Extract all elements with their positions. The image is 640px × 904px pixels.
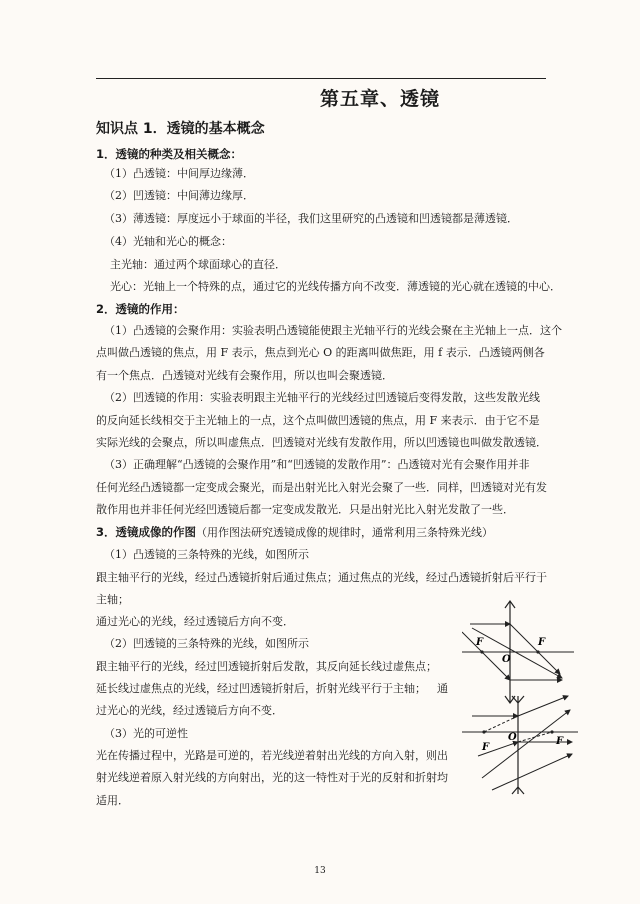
text-line: 主轴； [96, 593, 129, 606]
text-line: 光在传播过程中，光路是可逆的，若光线逆着射出光线的方向入射，则出 [96, 749, 448, 762]
subheading-2: 2．透镜的作用： [96, 302, 185, 316]
text-line: 的反向延长线相交于主光轴上的一点，这个点叫做凹透镜的焦点，用 F 来表示．由于它不是 [96, 414, 540, 427]
text-line: 主光轴：通过两个球面球心的直径． [110, 258, 286, 271]
text-line: 通 [437, 682, 448, 695]
text-line: （2）凹透镜：中间薄边缘厚． [104, 189, 254, 202]
chapter-title: 第五章、透镜 [319, 88, 440, 110]
text-line: 跟主轴平行的光线，经过凸透镜折射后通过焦点；通过焦点的光线，经过凸透镜折射后平行于 [96, 571, 547, 584]
subheading-3: 3．透镜成像的作图（用作图法研究透镜成像的规律时，通常利用三条特殊光线） [96, 525, 494, 539]
text-line: （3）光的可逆性 [104, 727, 188, 740]
page-number: 13 [314, 866, 326, 876]
text-line: 适用． [96, 794, 129, 807]
text-line: 散作用也并非任何光经凹透镜后都一定变成发散光．只是出射光比入射光发散了一些． [96, 503, 514, 516]
text-line: 过光心的光线，经过透镜后方向不变． [96, 704, 283, 717]
focus-label: F [476, 637, 484, 648]
text-line: 通过光心的光线，经过透镜后方向不变． [96, 615, 294, 628]
focus-label: F [556, 736, 564, 747]
header-rule [96, 78, 546, 79]
convex-lens-diagram [462, 598, 574, 706]
optical-center-label: O [508, 732, 517, 743]
text-line: （3）薄透镜：厚度远小于球面的半径，我们这里研究的凸透镜和凹透镜都是薄透镜． [104, 212, 518, 225]
text-line: 实际光线的会聚点，所以叫虚焦点．凹透镜对光线有发散作用，所以凹透镜也叫做发散透镜． [96, 436, 547, 449]
text-line: 光心：光轴上一个特殊的点，通过它的光线传播方向不改变．薄透镜的光心就在透镜的中心． [110, 280, 561, 293]
text-line: （1）凸透镜：中间厚边缘薄． [104, 167, 254, 180]
subheading-1: 1．透镜的种类及相关概念： [96, 147, 243, 161]
focus-label: F [482, 742, 490, 753]
text-line: 延长线过虚焦点的光线，经过凹透镜折射后，折射光线平行于主轴； [96, 682, 426, 695]
text-line: 跟主轴平行的光线，经过凹透镜折射后发散，其反向延长线过虚焦点； [96, 660, 437, 673]
text-line: 射光线逆着原入射光线的方向射出，光的这一特性对于光的反射和折射均 [96, 771, 448, 784]
text-line: 有一个焦点．凸透镜对光线有会聚作用，所以也叫会聚透镜． [96, 369, 393, 382]
text-line: （2）凹透镜的三条特殊的光线，如图所示 [104, 637, 309, 650]
text-line: （1）凸透镜的三条特殊的光线，如图所示 [104, 548, 309, 561]
text-line: （3）正确理解“凸透镜的会聚作用”和“凹透镜的发散作用”：凸透镜对光有会聚作用并非 [104, 458, 530, 471]
text-line: （4）光轴和光心的概念： [104, 235, 232, 248]
text-line: （2）凹透镜的作用：实验表明跟主光轴平行的光线经过凹透镜后变得发散，这些发散光线 [104, 391, 540, 404]
text-line: （1）凸透镜的会聚作用：实验表明凸透镜能使跟主光轴平行的光线会聚在主光轴上一点．这个 [104, 324, 562, 337]
section-heading: 知识点 1．透镜的基本概念 [96, 121, 265, 137]
optical-center-label: O [502, 654, 511, 665]
concave-lens-diagram [462, 694, 578, 802]
text-line: 点叫做凸透镜的焦点，用 F 表示，焦点到光心 O 的距离叫做焦距，用 f 表示．凸透镜两侧各 [96, 346, 545, 359]
text-line: 任何光经凸透镜都一定变成会聚光，而是出射光比入射光会聚了一些．同样，凹透镜对光有发 [96, 481, 547, 494]
focus-label: F [538, 637, 546, 648]
